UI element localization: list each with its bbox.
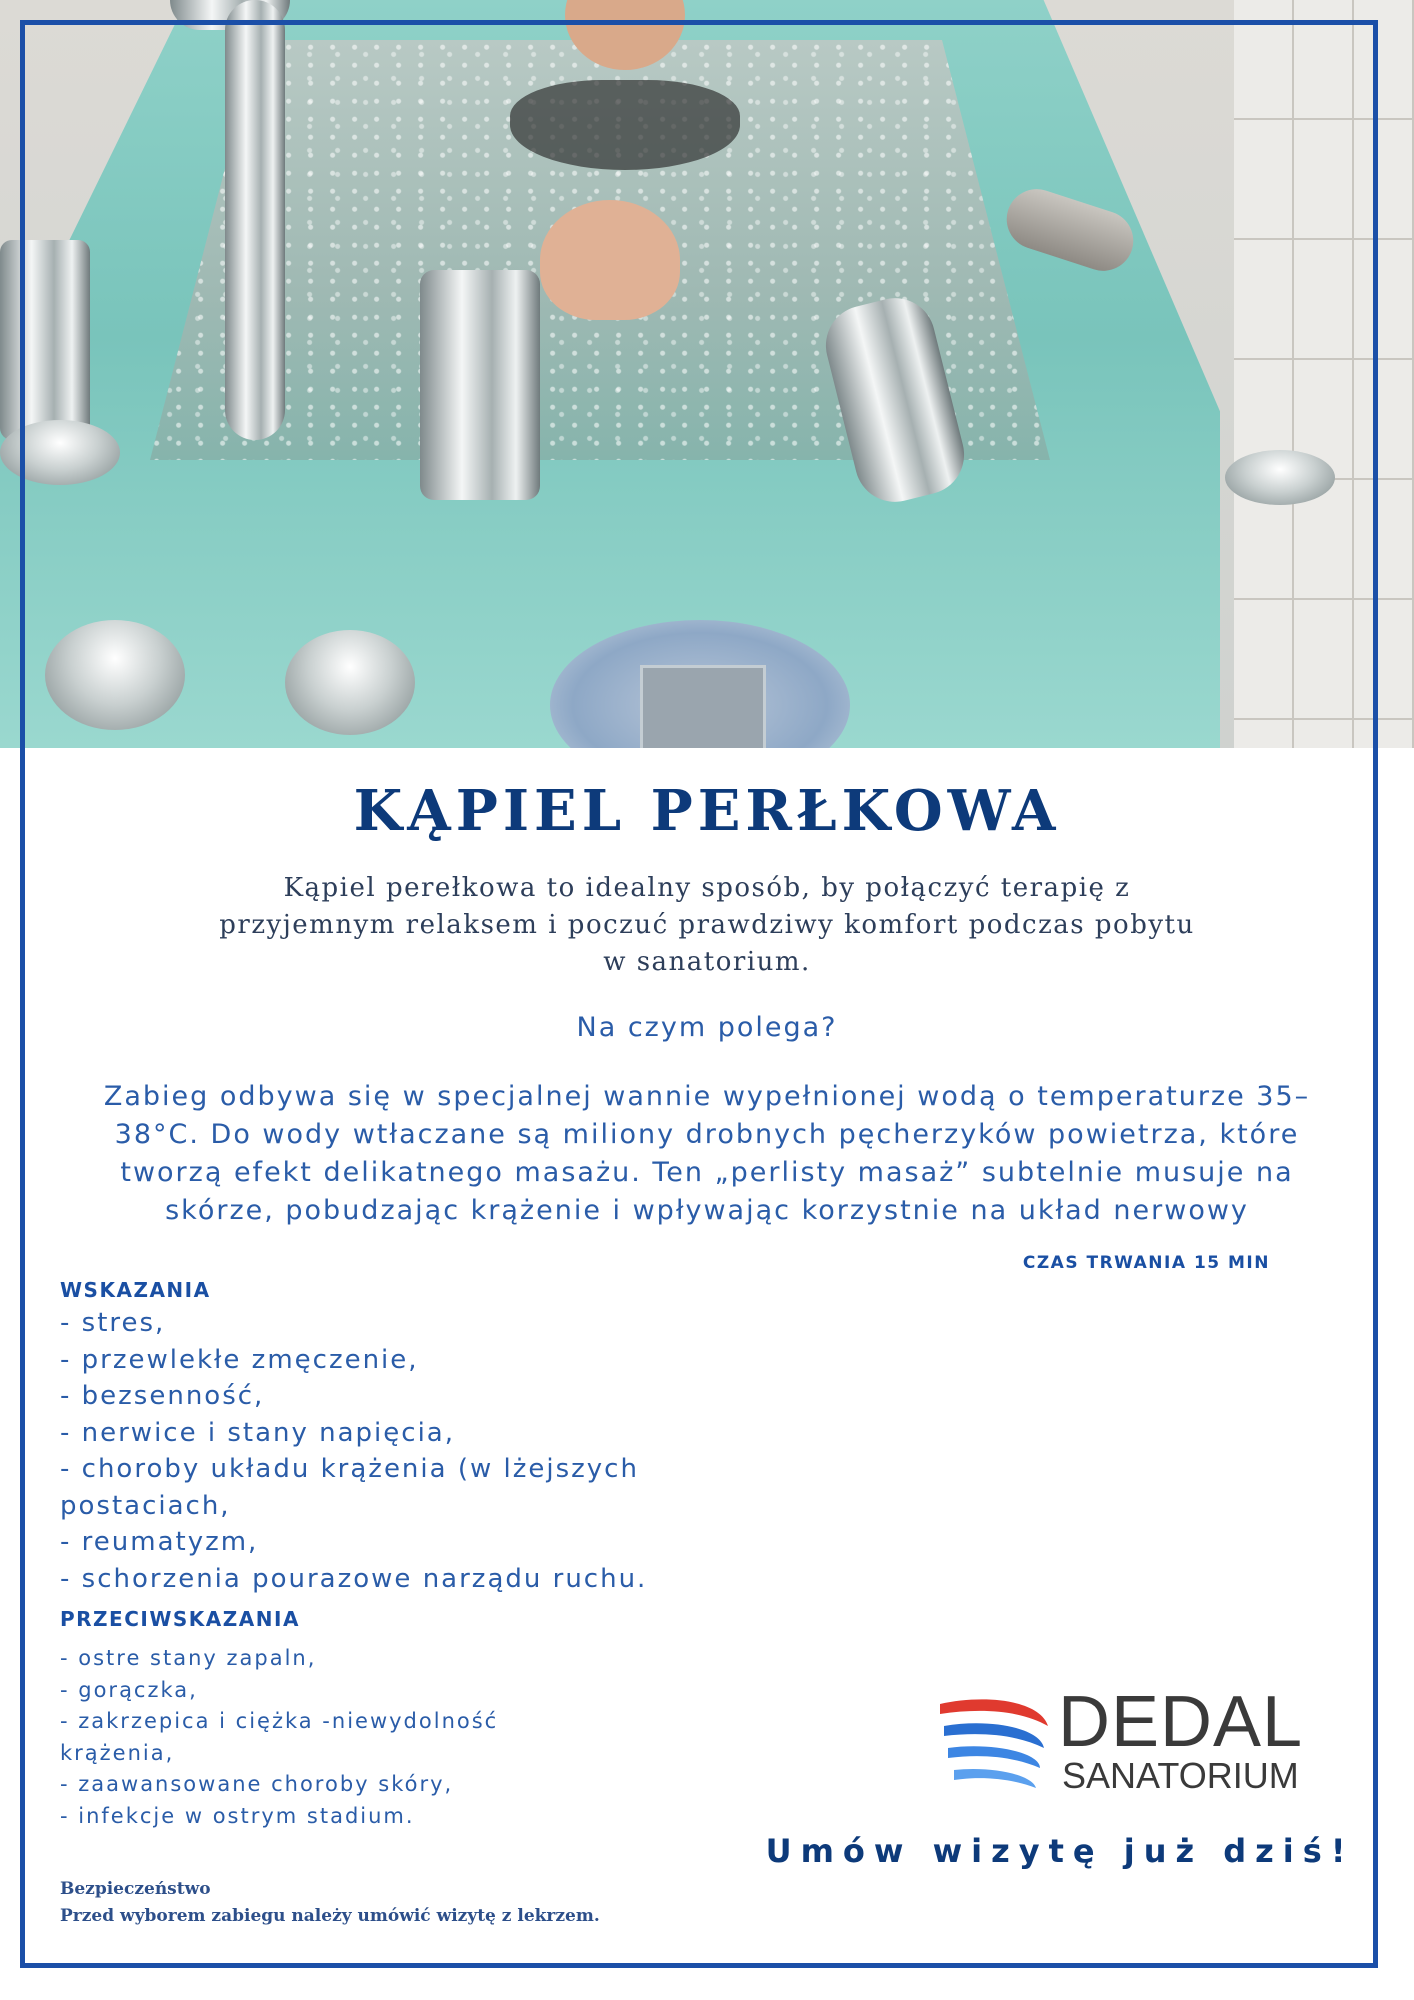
list-item: - reumatyzm, [60,1527,259,1557]
intro-text [120,870,1294,981]
list-item: - infekcje w ostrym stadium. [60,1803,415,1828]
list-item: - przewlekłe zmęczenie, [60,1344,419,1375]
safety-heading: Bezpieczeństwo [60,1879,211,1899]
description-line: Zabieg odbywa się w specjalnej wannie wypełnionej wodą o temperaturze 35– [103,1081,1311,1112]
safety-note [60,1876,760,1930]
procedure-description [40,1078,1374,1230]
safety-text: Przed wyborem zabiegu należy umówić wizytę z lekrzem. [60,1906,600,1926]
brand-name: DEDAL [1058,1682,1304,1762]
contraindications-heading: PRZECIWSKAZANIA [60,1607,300,1631]
list-item: - ostre stany zapaln, [60,1646,317,1670]
list-item: - zakrzepica i ciężka -niewydolność krążenia, [60,1709,499,1765]
call-to-action: Umów wizytę już dziś! [765,1832,1355,1870]
list-item: - stres, [60,1308,166,1338]
duration-label: CZAS TRWANIA 15 MIN [1022,1253,1270,1273]
contraindications-list [60,1643,620,1832]
intro-line: w sanatorium. [603,947,811,977]
indications-list [60,1305,700,1597]
intro-line: Kąpiel perełkowa to idealny sposób, by połączyć terapię z [283,873,1131,903]
list-item: - bezsenność, [60,1381,265,1411]
indications-heading: WSKAZANIA [60,1278,211,1302]
dedal-logo [940,1682,1350,1800]
description-line: tworzą efekt delikatnego masażu. Ten „perlisty masaż” subtelnie musuje na [120,1157,1294,1188]
description-line: 38°C. Do wody wtłaczane są miliony drobnych pęcherzyków powietrza, które [114,1119,1300,1150]
dedal-wave-logo-icon [940,1696,1050,1796]
description-line: skórze, pobudzając krążenie i wpływając korzystnie na układ nerwowy [165,1195,1249,1226]
page-title: KĄPIEL PERŁKOWA [353,778,1061,844]
brand-subtitle: SANATORIUM [1062,1755,1299,1796]
list-item: - nerwice i stany napięcia, [60,1417,455,1448]
list-item: - zaawansowane choroby skóry, [60,1772,454,1796]
list-item: - choroby układu krążenia (w lżejszych postaciach, [60,1454,639,1521]
list-item: - gorączka, [60,1677,198,1702]
section-question: Na czym polega? [576,1012,838,1043]
list-item: - schorzenia pourazowe narządu ruchu. [60,1563,648,1594]
intro-line: przyjemnym relaksem i poczuć prawdziwy komfort podczas pobytu [219,910,1195,940]
